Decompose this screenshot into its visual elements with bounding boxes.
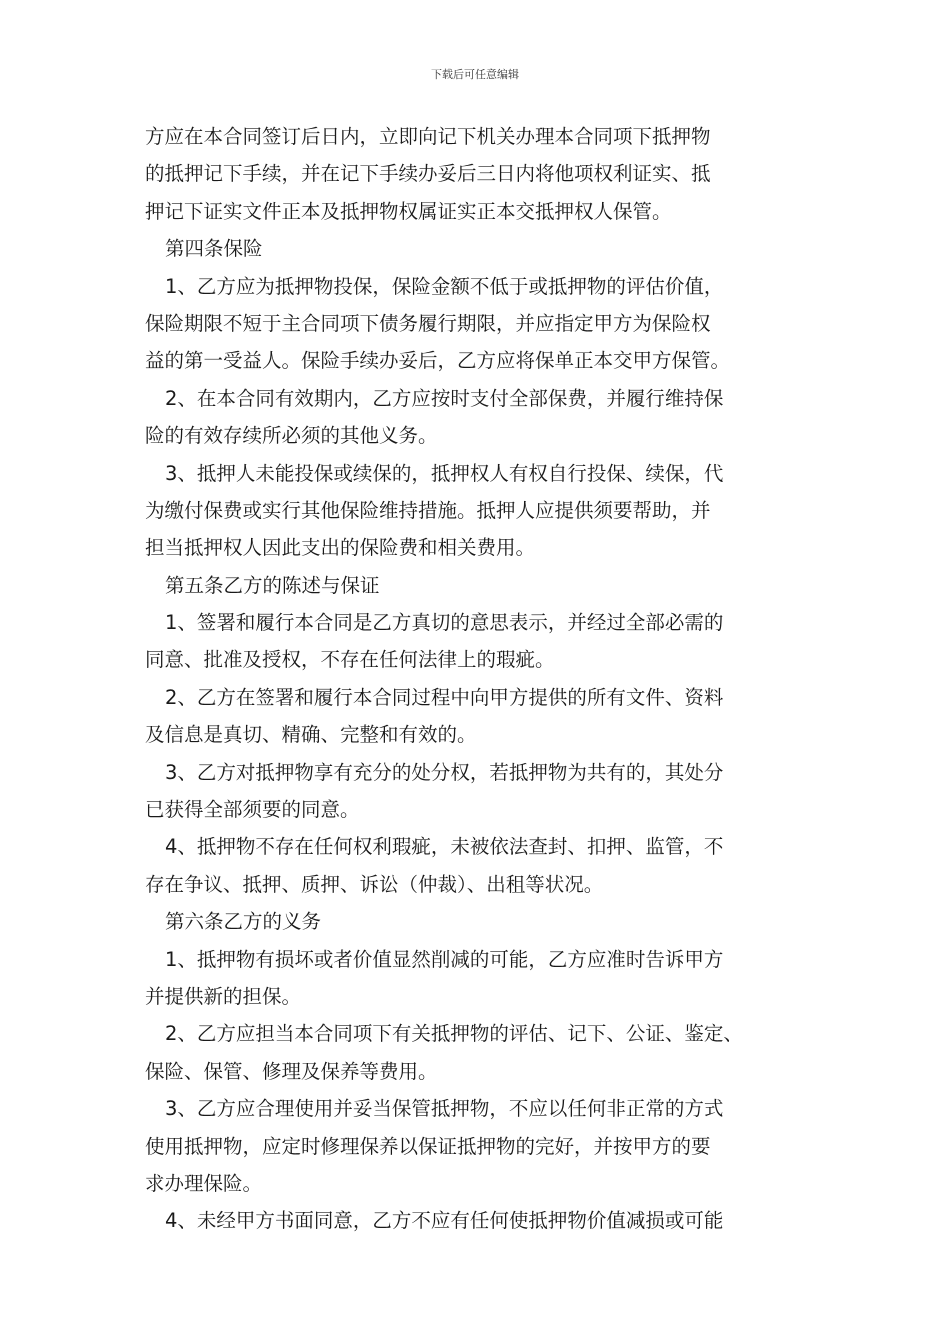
text-line: 保险、保管、修理及保养等费用。 (145, 1059, 438, 1083)
text-line: 并提供新的担保。 (145, 984, 302, 1008)
text-line: 2、在本合同有效期内，乙方应按时支付全部保费，并履行维持保 (165, 386, 724, 410)
text-line: 险的有效存续所必须的其他义务。 (145, 424, 438, 448)
text-line: 1、乙方应为抵押物投保，保险金额不低于或抵押物的评估价值， (165, 274, 724, 298)
text-line: 存在争议、抵押、质押、诉讼（仲裁）、出租等状况。 (145, 872, 604, 896)
text-line: 的抵押记下手续，并在记下手续办妥后三日内将他项权利证实、抵 (145, 162, 711, 186)
text-line: 担当抵押权人因此支出的保险费和相关费用。 (145, 536, 536, 560)
text-line: 1、抵押物有损坏或者价值显然削减的可能，乙方应准时告诉甲方 (165, 947, 724, 971)
text-line: 方应在本合同签订后日内，立即向记下机关办理本合同项下抵押物 (145, 125, 711, 148)
text-line: 第六条乙方的义务 (165, 910, 322, 934)
text-line: 保险期限不短于主合同项下债务履行期限，并应指定甲方为保险权 (145, 311, 711, 335)
text-line: 使用抵押物，应定时修理保养以保证抵押物的完好，并按甲方的要 (145, 1134, 711, 1158)
text-line: 求办理保险。 (145, 1171, 263, 1195)
text-line: 1、签署和履行本合同是乙方真切的意思表示，并经过全部必需的 (165, 611, 724, 635)
text-line: 同意、批准及授权，不存在任何法律上的瑕疵。 (145, 648, 555, 672)
text-line: 2、乙方在签署和履行本合同过程中向甲方提供的所有文件、资料 (165, 685, 724, 709)
text-line: 2、乙方应担当本合同项下有关抵押物的评估、记下、公证、鉴定、 (165, 1022, 743, 1046)
text-line: 益的第一受益人。保险手续办妥后，乙方应将保单正本交甲方保管。 (145, 349, 731, 373)
text-line: 4、未经甲方书面同意，乙方不应有任何使抵押物价值减损或可能 (165, 1209, 724, 1233)
text-line: 第四条保险 (165, 237, 263, 261)
text-line: 3、乙方应合理使用并妥当保管抵押物，不应以任何非正常的方式 (165, 1097, 724, 1121)
text-line: 押记下证实文件正本及抵押物权属证实正本交抵押权人保管。 (145, 199, 672, 223)
text-line: 为缴付保费或实行其他保险维持措施。抵押人应提供须要帮助，并 (145, 498, 711, 522)
page-header: 下载后可任意编辑 (431, 68, 519, 81)
text-line: 第五条乙方的陈述与保证 (165, 573, 380, 597)
text-line: 3、抵押人未能投保或续保的，抵押权人有权自行投保、续保，代 (165, 461, 724, 485)
text-line: 及信息是真切、精确、完整和有效的。 (145, 723, 477, 747)
text-line: 已获得全部须要的同意。 (145, 798, 360, 822)
text-line: 3、乙方对抵押物享有充分的处分权，若抵押物为共有的，其处分 (165, 760, 724, 784)
text-line: 4、抵押物不存在任何权利瑕疵，未被依法查封、扣押、监管，不 (165, 835, 724, 859)
document-body (145, 118, 813, 1240)
